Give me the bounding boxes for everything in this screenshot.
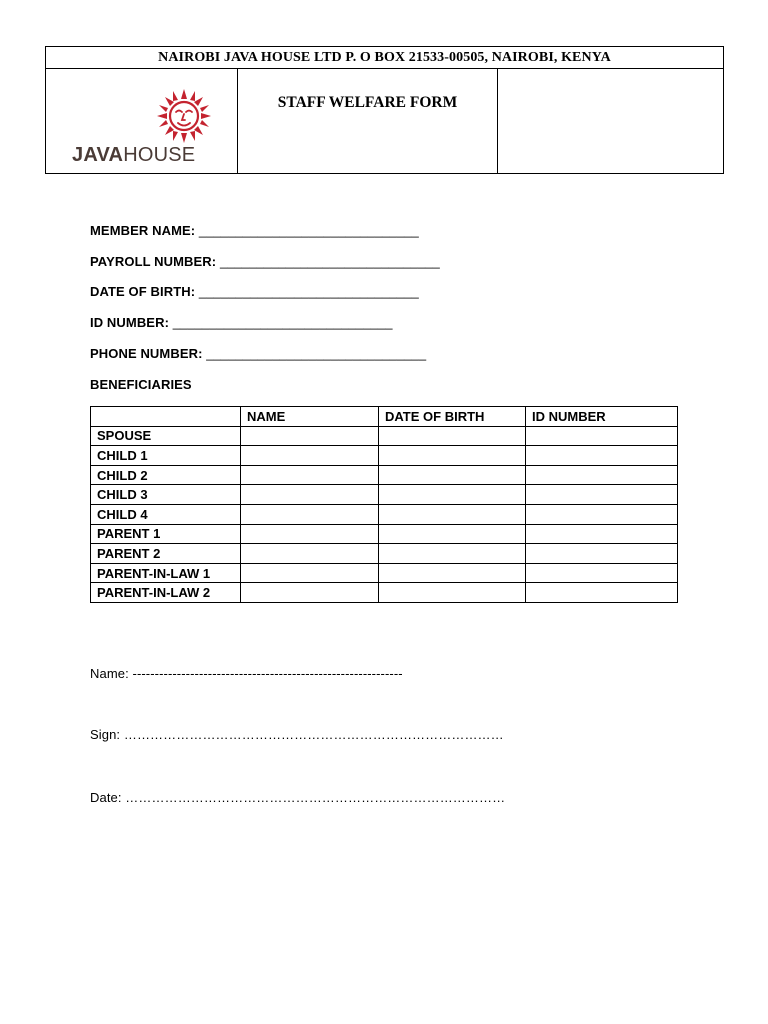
signature-name-label: Name: — [90, 666, 129, 681]
signature-date-label: Date: — [90, 790, 122, 805]
date-of-birth-field[interactable] — [90, 284, 419, 299]
company-address: NAIROBI JAVA HOUSE LTD P. O BOX 21533-00505, NAIROBI, KENYA — [46, 47, 724, 69]
member-name-label: MEMBER NAME: — [90, 223, 196, 238]
table-row — [91, 563, 678, 583]
dob-cell[interactable] — [379, 426, 526, 446]
id-number-line[interactable]: ______________________________ — [172, 315, 393, 330]
table-row — [91, 446, 678, 466]
column-header-name: NAME — [241, 407, 379, 427]
id-number-field[interactable] — [90, 315, 393, 330]
name-cell[interactable] — [241, 465, 379, 485]
id-cell[interactable] — [526, 583, 678, 603]
table-row — [91, 583, 678, 603]
form-title: STAFF WELFARE FORM — [238, 69, 498, 174]
table-row — [91, 524, 678, 544]
name-cell[interactable] — [241, 426, 379, 446]
dob-cell[interactable] — [379, 544, 526, 564]
payroll-number-label: PAYROLL NUMBER: — [90, 254, 217, 269]
sun-face-icon — [156, 87, 212, 143]
phone-number-label: PHONE NUMBER: — [90, 346, 203, 361]
signature-sign-field[interactable] — [90, 727, 504, 742]
name-cell[interactable] — [241, 544, 379, 564]
blank-header-cell — [498, 69, 724, 174]
company-logo — [46, 69, 238, 174]
beneficiaries-table — [90, 406, 678, 603]
signature-sign-line[interactable]: …………………………………………………………………………… — [123, 727, 504, 742]
table-row — [91, 504, 678, 524]
row-label: CHILD 2 — [91, 465, 241, 485]
row-label: CHILD 3 — [91, 485, 241, 505]
date-of-birth-line[interactable]: ______________________________ — [198, 284, 419, 299]
row-label: CHILD 4 — [91, 504, 241, 524]
signature-date-field[interactable] — [90, 790, 505, 805]
column-header-date-of-birth: DATE OF BIRTH — [379, 407, 526, 427]
signature-sign-label: Sign: — [90, 727, 121, 742]
dob-cell[interactable] — [379, 583, 526, 603]
row-label: PARENT-IN-LAW 2 — [91, 583, 241, 603]
dob-cell[interactable] — [379, 446, 526, 466]
name-cell[interactable] — [241, 504, 379, 524]
signature-name-field[interactable] — [90, 666, 403, 681]
date-of-birth-label: DATE OF BIRTH: — [90, 284, 196, 299]
name-cell[interactable] — [241, 485, 379, 505]
signature-name-line[interactable]: ------------------------------------------------------------- — [132, 666, 403, 681]
id-cell[interactable] — [526, 426, 678, 446]
id-cell[interactable] — [526, 485, 678, 505]
id-cell[interactable] — [526, 446, 678, 466]
row-label: CHILD 1 — [91, 446, 241, 466]
logo-text-java: JAVA — [72, 144, 124, 166]
payroll-number-field[interactable] — [90, 254, 440, 269]
member-name-field[interactable] — [90, 223, 419, 238]
row-label: SPOUSE — [91, 426, 241, 446]
phone-number-line[interactable]: ______________________________ — [206, 346, 427, 361]
name-cell[interactable] — [241, 583, 379, 603]
table-header-row — [91, 407, 678, 427]
table-row — [91, 544, 678, 564]
table-row — [91, 465, 678, 485]
row-label: PARENT 1 — [91, 524, 241, 544]
logo-text-house: HOUSE — [123, 144, 196, 166]
id-cell[interactable] — [526, 524, 678, 544]
table-row — [91, 426, 678, 446]
column-header-relation — [91, 407, 241, 427]
column-header-id-number: ID NUMBER — [526, 407, 678, 427]
row-label: PARENT-IN-LAW 1 — [91, 563, 241, 583]
form-header — [45, 46, 724, 174]
id-cell[interactable] — [526, 465, 678, 485]
id-number-label: ID NUMBER: — [90, 315, 169, 330]
id-cell[interactable] — [526, 563, 678, 583]
dob-cell[interactable] — [379, 485, 526, 505]
dob-cell[interactable] — [379, 465, 526, 485]
signature-date-line[interactable]: …………………………………………………………………………… — [125, 790, 506, 805]
name-cell[interactable] — [241, 446, 379, 466]
id-cell[interactable] — [526, 504, 678, 524]
name-cell[interactable] — [241, 563, 379, 583]
row-label: PARENT 2 — [91, 544, 241, 564]
name-cell[interactable] — [241, 524, 379, 544]
id-cell[interactable] — [526, 544, 678, 564]
member-name-line[interactable]: ______________________________ — [198, 223, 419, 238]
dob-cell[interactable] — [379, 524, 526, 544]
table-row — [91, 485, 678, 505]
beneficiaries-heading: BENEFICIARIES — [90, 377, 192, 392]
dob-cell[interactable] — [379, 504, 526, 524]
payroll-number-line[interactable]: ______________________________ — [219, 254, 440, 269]
dob-cell[interactable] — [379, 563, 526, 583]
logo-wordmark — [72, 144, 195, 167]
phone-number-field[interactable] — [90, 346, 426, 361]
